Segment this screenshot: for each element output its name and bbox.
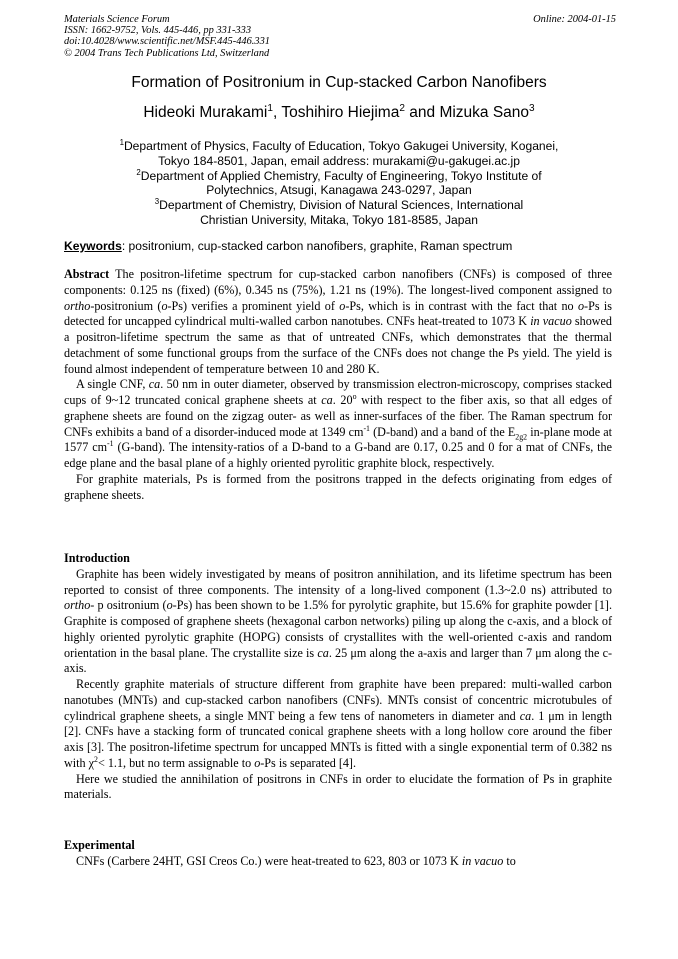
text-run: . 50 nm in outer diameter, observed by transmission electron-microscopy, comprises stacked cups of 9~12 truncated conical graphene sheets at [64,377,612,407]
italic-run: o [161,298,168,313]
text-run: (D-band) and a band of the E [370,424,516,439]
superscript: o [352,391,357,401]
copyright-line: © 2004 Trans Tech Publications Ltd, Switzerland [64,47,270,59]
text-run: The positron-lifetime spectrum for cup-stacked carbon nanofibers (CNFs) is composed of three components: 0.125 ns (fixed) (6%), 0.345 ns (75%), 1.21 ns (19%). The longest-lived component assigned to [64,267,612,297]
journal-name: Materials Science Forum [64,14,170,25]
text-run: CNFs (Carbere 24HT, GSI Creos Co.) were heat-treated to 623, 803 or 1073 K [76,853,462,868]
affiliation-line [60,139,618,154]
body-paragraph [64,772,612,804]
abstract-paragraph [64,377,612,472]
italic-run: o [254,755,261,770]
superscript: 2 [94,754,98,764]
author-separator: and [404,104,440,121]
text-run: A single CNF, [76,377,149,392]
italic-run: ortho [64,298,91,313]
text-run: -Ps, which is in contrast with the fact that no [345,298,578,313]
affil-text: Department of Physics, Faculty of Education, Tokyo Gakugei University, Koganei, [123,139,559,153]
introduction-section [64,551,612,803]
subscript: 2g2 [515,431,528,441]
issn-line: ISSN: 1662-9752, Vols. 445-446, pp 331-333 [64,25,252,37]
affiliation-line: Tokyo 184-8501, Japan, email address: murakami@u-gakugei.ac.jp [158,153,520,168]
body-paragraph [64,854,612,870]
author-affil-mark: 1 [267,102,273,114]
paper-title: Formation of Positronium in Cup-stacked Carbon Nanofibers [131,74,547,91]
text-run: . 20 [332,393,353,407]
affil-number: 1 [119,137,124,147]
journal-header [64,14,616,59]
italic-run: ca [321,393,333,407]
affiliation-line [60,169,618,184]
superscript: -1 [107,439,114,449]
italic-run: ca [317,645,329,660]
online-date: Online: 2004-01-15 [533,14,616,25]
abstract-label: Abstract [64,267,110,281]
author-name: Toshihiro Hiejima [281,104,400,121]
keywords-line [64,239,624,254]
affiliation-line: Christian University, Mitaka, Tokyo 181-8585, Japan [200,212,478,227]
superscript: -1 [363,423,370,433]
author-name: Hideoki Murakami [143,104,268,121]
italic-run: ca [148,377,161,392]
text-run: < 1.1, but no term assignable to [97,755,255,770]
author-affil-mark: 2 [399,102,405,114]
italic-run: o [339,298,346,313]
text-run: Graphite has been widely investigated by means of positron annihilation, and its lifetime spectrum has been reported to consist of three components. The intensity of a long-lived component (1.3~2.0 ns) attributed to [64,566,612,597]
text-run: to [503,853,516,868]
italic-run: ca [519,708,532,723]
body-paragraph [64,677,612,772]
text-run: -Ps) verifies a prominent yield of [167,298,340,313]
author-name: Mizuka Sano [439,104,530,121]
italic-run: o [577,298,585,313]
experimental-section [64,838,612,870]
text-run: showed a positron-lifetime spectrum the same as that of untreated CNFs, which demonstrates that the thermal detachment of some functional groups from the surface of the CNFs does not change the Ps yield. The yield is found almost independent of temperature between 10 and 280 K. [64,314,612,376]
text-run: Here we studied the annihilation of positrons in CNFs in order to elucidate the formation of Ps in graphite materials. [64,771,612,802]
section-heading: Introduction [64,551,130,565]
abstract-paragraph [64,267,612,377]
text-run: with respect to the fiber axis, so that all edges of graphene sheets are found on the zigzag outer- as well as inner-surfaces of the fiber. The Raman spectrum for CNFs exhibits a band of a disorder-induced mode at 1349 cm [64,393,612,439]
italic-run: o [166,598,173,613]
text-run: (G-band). The intensity-ratios of a D-band to a G-band are 0.17, 0.25 and 0 for a mat of CNFs, the edge plane and the basal plane of a highly oriented pyrolitic graphite block, respectively. [64,440,612,470]
affiliation-line: Polytechnics, Atsugi, Kanagawa 243-0297, Japan [206,183,472,198]
text-run: in-plane mode at 1577 cm [64,424,612,455]
text-run: -positronium ( [90,298,162,313]
body-paragraph [64,567,612,677]
keywords-text: : positronium, cup-stacked carbon nanofibers, graphite, Raman spectrum [121,239,513,253]
italic-run: in vacuo [530,314,572,329]
abstract-paragraph: For graphite materials, Ps is formed from the positrons trapped in the defects originating from edges of graphene sheets. [64,471,612,502]
author-separator: , [272,104,282,121]
text-run: -Ps is separated [4]. [260,755,357,770]
author-list [40,104,638,122]
italic-run: in vacuo [461,853,504,868]
affil-number: 3 [154,197,160,207]
text-run: -Ps is detected for uncapped cylindrical multi-walled carbon nanotubes. CNFs heat-treated to 1073 K [64,298,612,329]
affiliations [60,139,618,228]
italic-run: ortho- [64,598,95,613]
author-affil-mark: 3 [529,102,535,114]
text-run: . 25 μm along the a-axis and larger than 7 μm along the c-axis. [64,645,612,676]
affil-number: 2 [136,167,141,177]
affil-text: Department of Chemistry, Division of Natural Sciences, International [159,198,524,213]
section-heading: Experimental [64,838,135,852]
text-run: p ositronium ( [94,598,167,613]
text-run: Recently graphite materials of structure different from graphite have been prepared: multi-walled carbon nanotubes (MNTs) and cup-stacked carbon nanofibers (CNFs). MNTs consist of concentric microtubules of cylindrical graphene sheets, a single MNT being a few tens of nanometers in diameter and [64,677,612,723]
affil-text: Department of Applied Chemistry, Faculty of Engineering, Tokyo Institute of [140,168,542,183]
abstract-section [64,267,612,503]
text-run: . 1 μm in length [2]. CNFs have a stacking form of truncated conical graphene sheets with a long hollow core around the fiber axis [3]. The positron-lifetime spectrum for uncapped MNTs is fitted with a single exponential term of 0.382 ns with χ [64,708,612,770]
keywords-label: Keywords [64,239,122,253]
doi-line: doi:10.4028/www.scientific.net/MSF.445-446.331 [64,36,270,48]
text-run: -Ps) has been shown to be 1.5% for pyrolytic graphite, but 15.6% for graphite powder [1]. Graphite is composed of graphene sheets (hexagonal carbon networks) piling up along the c-axis, and a block of highly oriented pyrolytic graphite (HOPG) consists of crystallites with the well-oriented c-axis and random orientation in the basal plane. The crystallite size is [64,598,612,660]
affiliation-line [60,198,618,213]
